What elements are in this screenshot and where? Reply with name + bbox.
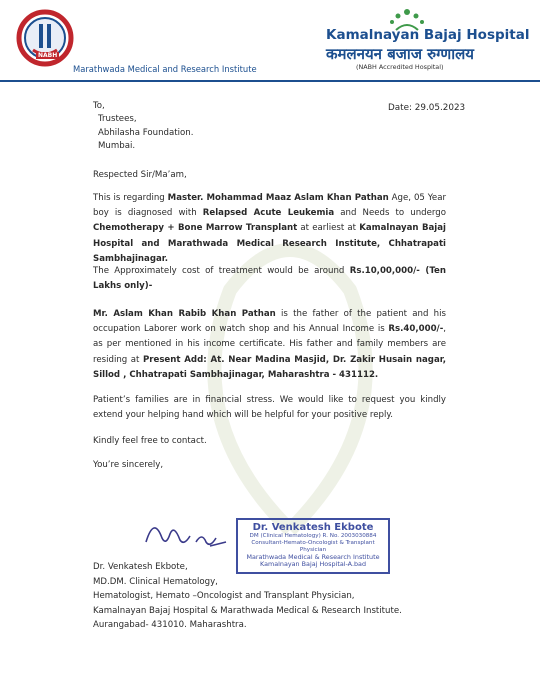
handwritten-signature: [140, 512, 230, 554]
recipient-line: Mumbai.: [98, 141, 136, 152]
nabh-badge: NABH: [38, 52, 58, 59]
recipient-line: Abhilasha Foundation.: [98, 127, 194, 138]
paragraph-contact: Kindly feel free to contact.: [93, 436, 207, 446]
hospital-ref: Kamalnayan Bajaj Hospital and Marathwada Medical Research Institute, Chhatrapati Sambhajinagar.: [93, 223, 446, 264]
letter-date: Date: 29.05.2023: [388, 103, 466, 113]
paragraph-diagnosis: [93, 191, 446, 267]
accreditation-label: (NABH Accredited Hospital): [356, 63, 444, 71]
patient-name: Master. Mohammad Maaz Aslam Khan Pathan: [167, 193, 389, 203]
text: and Needs to undergo: [334, 208, 447, 219]
text: is the father of the patient and his occupation Laborer work on watch shop and his Annual Income is: [93, 309, 446, 335]
stamp-line: Consultant-Hemato-Oncologist & Transplant Physician: [251, 540, 375, 553]
stamp-line: Marathwada Medical & Research Institute: [246, 553, 380, 561]
text: , as per mentioned in his income certificate. His father and family members are residing at: [93, 324, 446, 365]
salutation: Respected Sir/Ma’am,: [93, 170, 187, 180]
signature-block: [93, 560, 402, 633]
stamp-name: Dr. Venkatesh Ekbote: [252, 522, 374, 533]
paragraph-request: Patient’s families are in financial stress. We would like to request you kindly extend your helping hand which will be helpful for your positive reply.: [93, 395, 446, 421]
institute-name: Marathwada Medical and Research Institute: [73, 64, 257, 74]
text: The Approximately cost of treatment would be around: [93, 266, 350, 276]
cost-amount: Rs.10,00,000/- (Ten Lakhs only)-: [93, 266, 446, 292]
text: This is regarding: [93, 193, 168, 203]
recipient-line: To,: [93, 101, 105, 111]
hospital-name-hi: कमलनयन बजाज रुग्णालय: [326, 45, 474, 63]
signatory-line: Aurangabad- 431010. Maharashtra.: [93, 620, 247, 631]
signatory-line: MD.DM. Clinical Hematology,: [93, 576, 218, 587]
signatory-line: Kamalnayan Bajaj Hospital & Marathwada Medical & Research Institute.: [93, 605, 402, 616]
paragraph-family: [93, 307, 446, 383]
recipient-block: [93, 100, 193, 154]
diagnosis: Relapsed Acute Leukemia: [202, 208, 335, 219]
header-divider: [0, 80, 540, 82]
recipient-line: Trustees,: [98, 114, 137, 125]
father-name: Mr. Aslam Khan Rabib Khan Pathan: [93, 309, 276, 319]
hospital-name-en: Kamalnayan Bajaj Hospital: [326, 27, 530, 43]
signatory-name: Dr. Venkatesh Ekbote,: [93, 562, 188, 572]
text: at earliest at: [297, 223, 360, 234]
text: Age, 05 Year boy is diagnosed with: [93, 193, 446, 219]
stamp-line: Kamalnayan Bajaj Hospital-A.bad: [259, 560, 367, 568]
stamp-line: DM (Clinical Hematology) R. No. 2003030884: [249, 533, 377, 539]
treatment: Chemotherapy + Bone Marrow Transplant: [93, 223, 298, 234]
address: Present Add: At. Near Madina Masjid, Dr. Zakir Husain nagar, Sillod , Chhatrapati Sambhajinagar, Maharashtra - 431112.: [93, 354, 446, 380]
signatory-line: Hematologist, Hemato –Oncologist and Transplant Physician,: [93, 591, 355, 602]
annual-income: Rs.40,000/-: [388, 324, 444, 335]
closing: You’re sincerely,: [93, 460, 164, 470]
paragraph-cost: [93, 264, 446, 294]
